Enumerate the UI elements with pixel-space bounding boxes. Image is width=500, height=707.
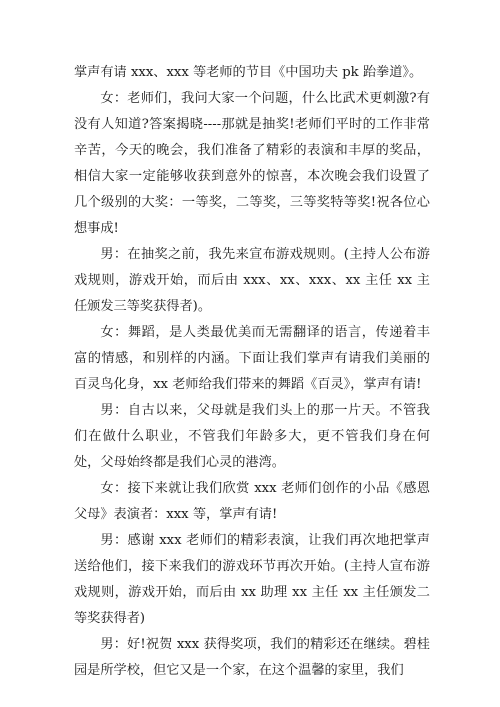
paragraph-8: 男：好!祝贺 xxx 获得奖项，我们的精彩还在继续。碧桂园是所学校，但它又是一个家，在这个温馨的家里，我们 <box>74 637 430 678</box>
paragraph-7: 男：感谢 xxx 老师们的精彩表演，让我们再次地把掌声送给他们，接下来我们的游戏环节再次开始。(主持人宣布游戏规则，游戏开始，而后由 xx 助理 xx 主任 xx 主任颁发二等奖获得者) <box>74 533 430 626</box>
paragraph-6: 女：接下来就让我们欣赏 xxx 老师们创作的小品《感恩父母》表演者：xxx 等，掌声有请! <box>74 481 430 522</box>
paragraph-4: 女：舞蹈，是人类最优美而无需翻译的语言，传递着丰富的情感，和别样的内涵。下面让我们掌声有请我们美丽的百灵鸟化身，xx 老师给我们带来的舞蹈《百灵》，掌声有请! <box>74 325 430 392</box>
paragraph-3: 男：在抽奖之前，我先来宣布游戏规则。(主持人公布游戏规则，游戏开始，而后由 xxx、xx、xxx、xx 主任 xx 主任颁发三等奖获得者)。 <box>74 247 430 314</box>
paragraph-2: 女：老师们，我问大家一个问题，什么比武术更刺激?有没有人知道?答案揭晓----那就是抽奖!老师们平时的工作非常辛苦，今天的晚会，我们准备了精彩的表演和丰厚的奖品，相信大家一定能够收获到意外的惊喜，本次晚会我们设置了几个级别的大奖：一等奖，二等奖，三等奖特等奖!祝各位心想事成! <box>74 91 430 236</box>
document-body <box>74 60 430 684</box>
paragraph-1: 掌声有请 xxx、xxx 等老师的节目《中国功夫 pk 跆拳道》。 <box>74 65 423 80</box>
paragraph-5: 男：自古以来，父母就是我们头上的那一片天。不管我们在做什么职业，不管我们年龄多大，更不管我们身在何处，父母始终都是我们心灵的港湾。 <box>74 403 430 470</box>
